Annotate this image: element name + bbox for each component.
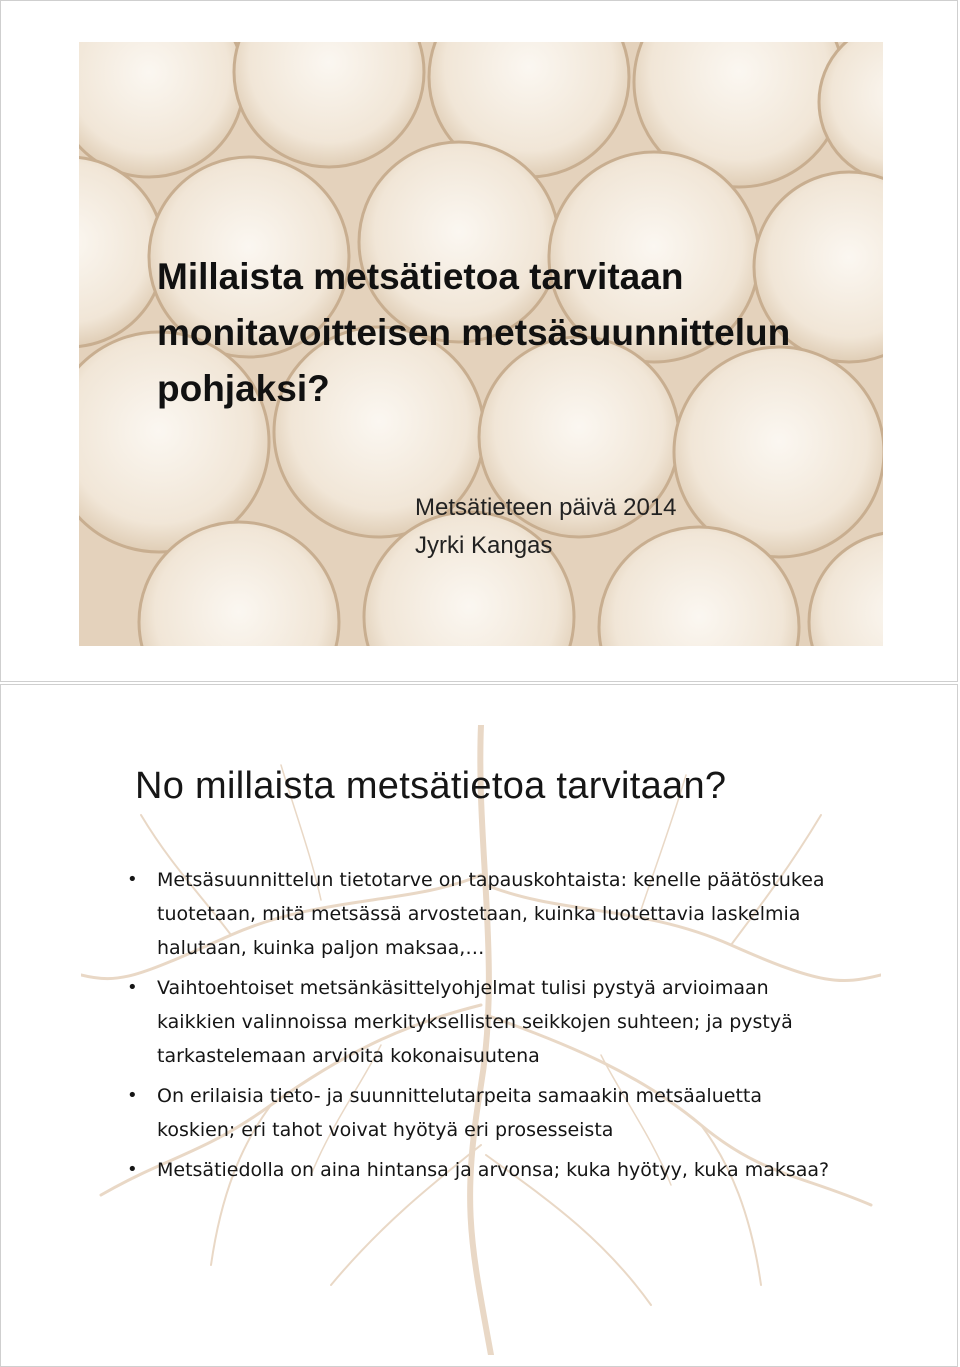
list-item: [125, 863, 845, 965]
slide-2: [0, 684, 958, 1367]
bullet-list: [125, 863, 845, 1193]
title-slide-heading: [157, 249, 857, 417]
list-item: [125, 971, 845, 1073]
title-slide-subtitle: [415, 489, 677, 565]
bullet-icon: •: [127, 869, 138, 890]
title-line: pohjaksi?: [157, 368, 330, 409]
list-item: [125, 1153, 845, 1187]
author-name: Jyrki Kangas: [415, 532, 553, 559]
event-name: Metsätieteen päivä 2014: [415, 494, 677, 521]
slide-heading: No millaista metsätietoa tarvitaan?: [135, 765, 727, 807]
bullet-icon: •: [127, 1085, 138, 1106]
slide-1: [0, 0, 958, 682]
bullet-text: Vaihtoehtoiset metsänkäsittelyohjelmat tulisi pystyä arvioimaan kaikkien valinnoissa merkityksellisten seikkojen suhteen; ja pystyä tarkastelemaan arvioita kokonaisuutena: [157, 977, 793, 1067]
title-line: monitavoitteisen metsäsuunnittelun: [157, 312, 791, 353]
list-item: [125, 1079, 845, 1147]
bullet-text: On erilaisia tieto- ja suunnittelutarpeita samaakin metsäaluetta koskien; eri tahot voivat hyötyä eri prosesseista: [157, 1085, 762, 1141]
bullet-text: Metsäsuunnittelun tietotarve on tapauskohtaista: kenelle päätöstukea tuotetaan, mitä metsässä arvostetaan, kuinka luotettavia laskelmia halutaan, kuinka paljon maksaa,…: [157, 869, 825, 959]
bullet-text: Metsätiedolla on aina hintansa ja arvonsa; kuka hyötyy, kuka maksaa?: [157, 1159, 830, 1181]
bullet-icon: •: [127, 1159, 138, 1180]
title-line: Millaista metsätietoa tarvitaan: [157, 256, 684, 297]
bullet-icon: •: [127, 977, 138, 998]
